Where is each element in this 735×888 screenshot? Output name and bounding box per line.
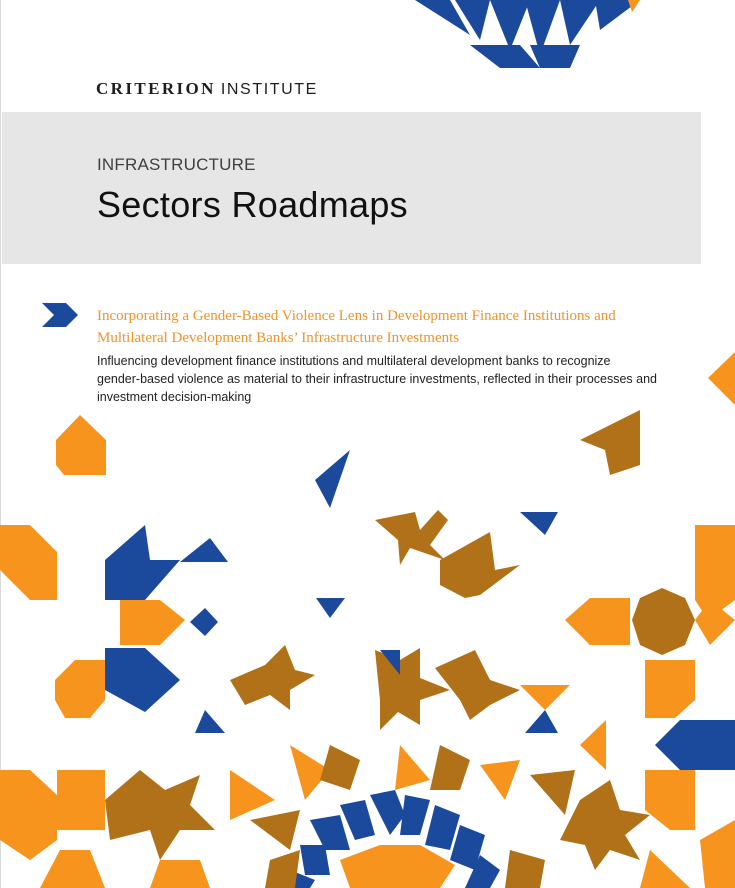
sector-label: INFRASTRUCTURE [97, 155, 256, 174]
orange-triangle-5 [395, 745, 430, 790]
blue-hex-1 [655, 720, 735, 770]
blue-triangle-4 [316, 598, 345, 618]
orange-shape-right-2 [565, 598, 630, 645]
bronze-triangle-3 [505, 850, 545, 888]
orange-triangle-4 [290, 745, 330, 800]
page-edge [0, 0, 1, 888]
bronze-shape-1 [580, 410, 640, 475]
orange-octagon-2 [55, 660, 105, 718]
bronze-star-4 [375, 648, 450, 730]
section-heading: Incorporating a Gender-Based Violence Lens in Development Finance Institutions and Multilateral Development Banks’ Infrastructure Investments [97, 308, 616, 346]
orange-shape-right-3 [645, 660, 695, 718]
page-title: Sectors Roadmaps [97, 184, 408, 225]
orange-triangle-2 [580, 720, 606, 770]
orange-shape-bottom-3 [40, 850, 105, 888]
blue-shape-1 [105, 525, 180, 600]
bronze-triangle-2 [265, 850, 300, 888]
orange-shape-right-1 [695, 525, 735, 620]
top-rosette-accent [628, 0, 640, 12]
blue-triangle-6 [525, 710, 558, 733]
bronze-star-5 [435, 650, 520, 720]
orange-shape-bottom-4 [150, 860, 210, 888]
orange-triangle-3 [230, 770, 275, 820]
blue-triangle-1 [315, 450, 350, 508]
bronze-star-3 [230, 645, 315, 710]
orange-triangle-6 [480, 760, 520, 800]
orange-shape-bottom-5 [645, 770, 695, 830]
bronze-shape-2 [320, 745, 360, 790]
brand-logo [96, 79, 318, 99]
bronze-octagon-1 [632, 588, 695, 655]
orange-triangle-7 [640, 850, 690, 888]
bronze-triangle-1 [250, 810, 300, 850]
orange-diamond-right [708, 352, 735, 405]
bronze-star-6 [105, 770, 215, 860]
orange-shape-bottom-1 [0, 770, 57, 860]
bronze-shape-3 [430, 745, 470, 790]
orange-shape-left-2 [120, 600, 185, 645]
blue-diamond-2 [380, 650, 400, 675]
bronze-star-7 [560, 780, 650, 870]
orange-shape-bottom-6 [700, 820, 735, 888]
bronze-star-2 [440, 532, 520, 598]
blue-shape-2 [105, 648, 180, 712]
brand-name-bold: CRITERION [96, 79, 216, 98]
blue-triangle-2 [520, 512, 558, 535]
blue-triangle-3 [180, 538, 228, 562]
bronze-shape-4 [530, 770, 575, 815]
blue-diamond-1 [190, 608, 218, 636]
orange-triangle-1 [520, 685, 570, 710]
orange-shape-left-1 [0, 525, 57, 600]
orange-diamond-2 [695, 600, 735, 645]
section-description: Influencing development finance institutions and multilateral development banks to recognize gender-based violence as material to their infrastructure investments, reflected in their processes and investment decision-making [97, 354, 658, 404]
brand-name-light: INSTITUTE [220, 81, 318, 98]
orange-shape-bottom-2 [57, 770, 105, 830]
top-rosette [415, 0, 640, 68]
bottom-rosette [285, 790, 500, 888]
chevron-right-icon [42, 303, 78, 327]
bottom-rosette-core [340, 845, 455, 888]
bronze-star-1 [375, 510, 448, 565]
blue-triangle-5 [195, 710, 225, 733]
orange-octagon-1 [56, 415, 106, 475]
